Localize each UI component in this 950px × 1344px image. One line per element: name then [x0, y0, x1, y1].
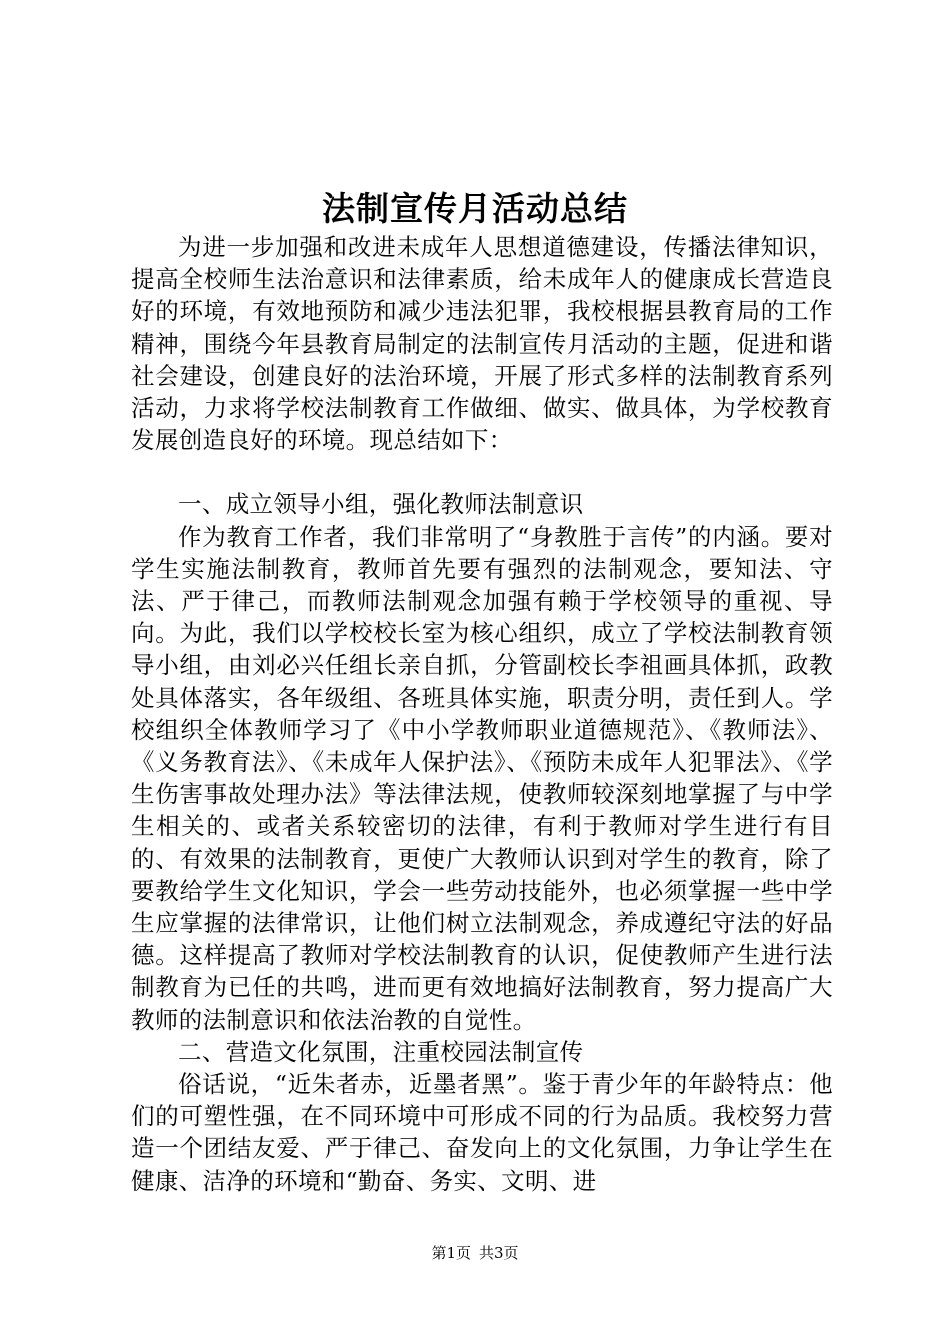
section-2-paragraph: 俗话说，“近朱者赤，近墨者黑”。鉴于青少年的年龄特点：他们的可塑性强，在不同环境中可形成不同的行为品质。我校努力营造一个团结友爱、严于律己、奋发向上的文化氛围，力争让学生在健康、洁净的环境和“勤奋、务实、文明、进 [131, 1070, 833, 1195]
document-body [131, 231, 833, 1197]
page-footer [0, 1243, 950, 1263]
section-heading-2: 二、营造文化氛围，注重校园法制宣传 [178, 1037, 584, 1066]
intro-paragraph: 为进一步加强和改进未成年人思想道德建设，传播法律知识，提高全校师生法治意识和法律素质，给未成年人的健康成长营造良好的环境，有效地预防和减少违法犯罪，我校根据县教育局的工作精神，围绕今年县教育局制定的法制宣传月活动的主题，促进和谐社会建设，创建良好的法治环境，开展了形式多样的法制教育系列活动，力求将学校法制教育工作做细、做实、做具体，为学校教育发展创造良好的环境。现总结如下： [131, 233, 833, 455]
page-number: 第1页 [431, 1244, 471, 1262]
section-heading-1: 一、成立领导小组，强化教师法制意识 [178, 490, 584, 519]
section-1-paragraph: 作为教育工作者，我们非常明了“身教胜于言传”的内涵。要对学生实施法制教育，教师首先要有强烈的法制观念，要知法、守法、严于律己，而教师法制观念加强有赖于学校领导的重视、导向。为此，我们以学校校长室为核心组织，成立了学校法制教育领导小组，由刘必兴任组长亲自抓，分管副校长李祖画具体抓，政教处具体落实，各年级组、各班具体实施，职责分明，责任到人。学校组织全体教师学习了《中小学教师职业道德规范》、《教师法》、《义务教育法》、《未成年人保护法》、《预防未成年人犯罪法》、《学生伤害事故处理办法》等法律法规，使教师较深刻地掌握了与中学生相关的、或者关系较密切的法律，有利于教师对学生进行有目的、有效果的法制教育，更使广大教师认识到对学生的教育，除了要教给学生文化知识，学会一些劳动技能外，也必须掌握一些中学生应掌握的法律常识，让他们树立法制观念，养成遵纪守法的好品德。这样提高了教师对学校法制教育的认识，促使教师产生进行法制教育为已任的共鸣，进而更有效地搞好法制教育，努力提高广大教师的法制意识和依法治教的自觉性。 [131, 522, 833, 1034]
document-title: 法制宣传月活动总结 [322, 189, 628, 228]
page-total: 共3页 [479, 1244, 519, 1262]
